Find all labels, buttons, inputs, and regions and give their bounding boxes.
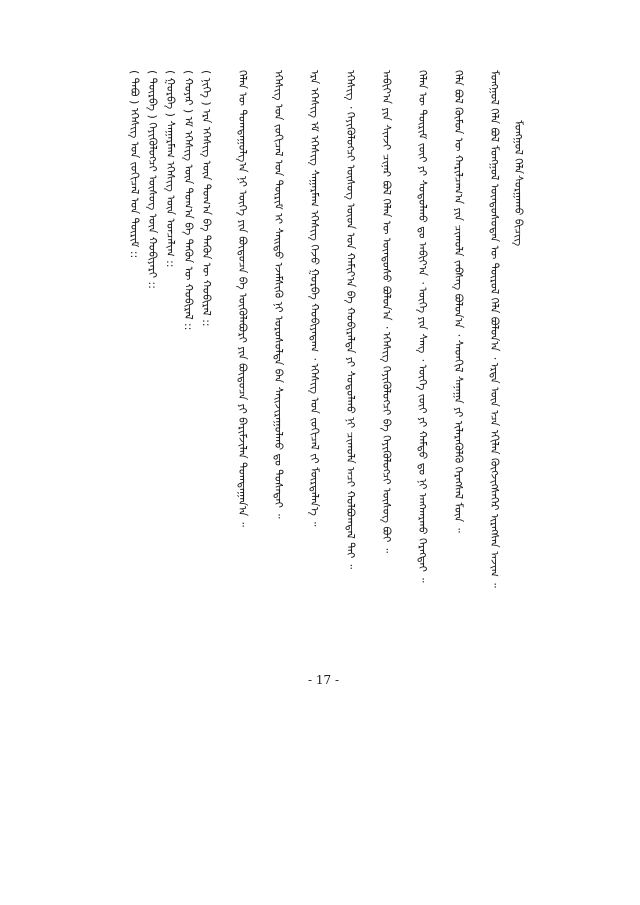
body-line: ᠬᠡᠯᠡᠨ ᠦ ᠳᠦᠷᠢᠮ ᠵᠦᠢ ᠶᠢ ᠰᠤᠳᠤᠯᠬᠤ ᠳᠤ ᠠᠪᠢᠶ᠎ᠠ ᠂ ᠦᠭᠡ ᠶᠢᠨ ᠰᠠᠩ ᠂ ᠦᠭᠡ ᠵᠦᠢ ᠶᠢ ᠬᠠᠮᠲᠤ ᠳᠤ ᠨᠢ ᠠᠩᠬᠠᠷᠬᠤ ᠬᠡᠷᠡᠭᠲᠡᠢ ᠃ <box>416 70 429 583</box>
list-item: ( ᠭᠤᠷᠪᠠ ) ᠰᠠᠭᠠᠷᠮᠠᠭ ᠡᠭᠡᠰᠢᠭ ᠦᠨ ᠣᠨᠴᠠᠯᠢᠭ :: <box>164 70 177 268</box>
header-subtitle: ᠰᠤᠷᠭᠠᠬᠤ ᠪᠢᠴᠢᠭ <box>512 175 525 247</box>
body-line: ᠡᠭᠡᠰᠢᠭ ᠂ ᠭᠡᠶᠢᠭᠦᠯᠦᠭᠴᠢ ᠦᠰᠦᠭ ᠦᠳ ᠤᠨ ᠬᠠᠮᠢᠶ᠎ᠠ ᠪᠠ ᠬᠤᠪᠢᠷᠠᠯᠲᠠ ᠶᠢ ᠰᠤᠳᠤᠯᠬᠤ ᠨᠢ ᠴᠢᠬᠤᠯᠠ ᠠᠴᠢ ᠬᠣᠯᠪᠣᠭᠳᠠᠯ ᠲᠠᠢ ᠃ <box>344 70 357 569</box>
list-item: ( ᠨᠢᠭᠡ ) ᠡᠷᠡ ᠡᠭᠡᠰᠢᠭ ᠦᠨ ᠲᠣᠭ᠎ᠠ ᠪᠠ ᠲᠡᠭᠦᠨ ᠦ ᠬᠤᠪᠢᠷᠠᠯ :: <box>200 70 213 327</box>
header-title: ᠮᠣᠩᠭᠣᠯ ᠬᠡᠯᠡ <box>512 120 525 174</box>
body-line: ᠬᠡᠯᠡᠨ ᠦ ᠲᠣᠭᠲᠠᠭᠤᠯᠭ᠎ᠠ ᠨᠢ ᠦᠭᠡ ᠶᠢᠨ ᠪᠦᠲᠦᠴᠡ ᠪᠠ ᠦᠭᠦᠯᠡᠪᠦᠷᠢ ᠶᠢᠨ ᠪᠦᠲᠦᠴᠡ ᠶᠢ ᠪᠠᠷᠢᠮᠵᠢᠯᠠᠨ ᠲᠣᠭᠲᠠᠭᠠᠨ᠎ᠠ ᠃ <box>236 70 249 527</box>
list-item: ( ᠳᠥᠷᠪᠡ ) ᠭᠡᠶᠢᠭᠦᠯᠦᠭᠴᠢ ᠦᠰᠦᠭ ᠦᠨ ᠬᠤᠪᠢᠶᠠᠷᠢ :: <box>146 70 159 289</box>
page-number: - 17 - <box>308 673 340 687</box>
body-line: ᠡᠷᠡ ᠡᠭᠡᠰᠢᠭ ᠡᠮ ᠡᠭᠡᠰᠢᠭ ᠰᠠᠭᠠᠷᠮᠠᠭ ᠡᠭᠡᠰᠢᠭ ᠭᠡᠵᠦ ᠭᠤᠷᠪᠠ ᠬᠤᠪᠢᠶᠠᠳᠠᠭ ᠂ ᠡᠭᠡᠰᠢᠭ ᠤᠨ ᠵᠣᠬᠢᠴᠠᠯ ᠵᠢ ᠮᠥᠷᠳᠡᠯᠡᠨ᠎ᠡ ᠃ <box>308 70 321 527</box>
list-item: ( ᠲᠠᠪᠤ ) ᠡᠭᠡᠰᠢᠭ ᠤᠨ ᠵᠣᠬᠢᠴᠠᠯ ᠤᠨ ᠳᠦᠷᠢᠮ :: <box>128 70 141 259</box>
body-line: ᠮᠣᠩᠭᠣᠯ ᠬᠡᠯᠡ ᠪᠣᠯ ᠮᠣᠩᠭᠣᠯ ᠦᠨᠳᠦᠰᠦᠲᠡᠨ ᠦ ᠲᠥᠷᠥᠯ ᠬᠡᠯᠡ ᠪᠣᠯᠣᠨ᠎ᠠ ᠂ ᠡᠷᠲᠡ ᠦᠡ ᠡᠴᠡ ᠡᠬᠢᠯᠡᠨ ᠬᠥᠭᠵᠢᠭᠰᠡᠭᠡᠷ ᠢᠷᠡᠭᠰᠡᠨ ᠠᠵᠢᠭ ᠃ <box>488 70 501 588</box>
body-line: ᠠᠪᠢᠶ᠎ᠠ ᠶᠢᠨ ᠰᠢᠨᠵᠢ ᠴᠢᠨᠠᠷ ᠪᠣᠯ ᠬᠡᠯᠡᠨ ᠦ ᠦᠨᠳᠦᠰᠦ ᠪᠣᠯᠣᠨ᠎ᠠ ᠂ ᠡᠭᠡᠰᠢᠭ ᠭᠡᠶᠢᠭᠦᠯᠦᠭᠴᠢ ᠪᠠ ᠭᠡᠶᠢᠭᠦᠯᠦᠭᠴᠢ ᠦᠰᠦᠭ ᠪᠤᠢ ᠃ <box>380 70 393 554</box>
body-line: ᠬᠡᠯᠡ ᠪᠣᠯ ᠬᠦᠮᠦᠨ ᠦ ᠬᠠᠷᠢᠯᠴᠠᠭ᠎ᠠ ᠶᠢᠨ ᠴᠢᠬᠤᠯᠠ ᠵᠡᠪᠰᠡᠭ ᠪᠣᠯᠣᠨ᠎ᠠ ᠂ ᠰᠡᠳᠬᠢᠯ ᠰᠠᠨᠠᠭᠠ ᠶᠢ ᠢᠯᠡᠷᠡᠭᠦᠯᠬᠦ ᠬᠡᠷᠡᠭᠰᠡᠯ ᠮᠥᠨ ᠃ <box>452 70 465 533</box>
body-line: ᠡᠭᠡᠰᠢᠭ ᠤᠨ ᠵᠣᠬᠢᠴᠠᠯ ᠤᠨ ᠳᠦᠷᠢᠮ ᠢ ᠰᠠᠢᠲᠤ ᠡᠵᠡᠮᠰᠢᠬᠦ ᠨᠢ ᠤᠷᠤᠰᠤᠯᠲᠠ ᠪᠠᠨ ᠰᠠᠢᠵᠢᠷᠠᠭᠤᠯᠬᠤ ᠳᠤ ᠲᠤᠰᠠᠲᠠᠢ ᠃ <box>272 70 285 519</box>
list-item: ( ᠬᠣᠶᠠᠷ ) ᠡᠮ ᠡᠭᠡᠰᠢᠭ ᠦᠨ ᠲᠣᠭ᠎ᠠ ᠪᠠ ᠲᠡᠭᠦᠨ ᠦ ᠬᠤᠪᠢᠷᠠᠯ :: <box>182 70 195 331</box>
